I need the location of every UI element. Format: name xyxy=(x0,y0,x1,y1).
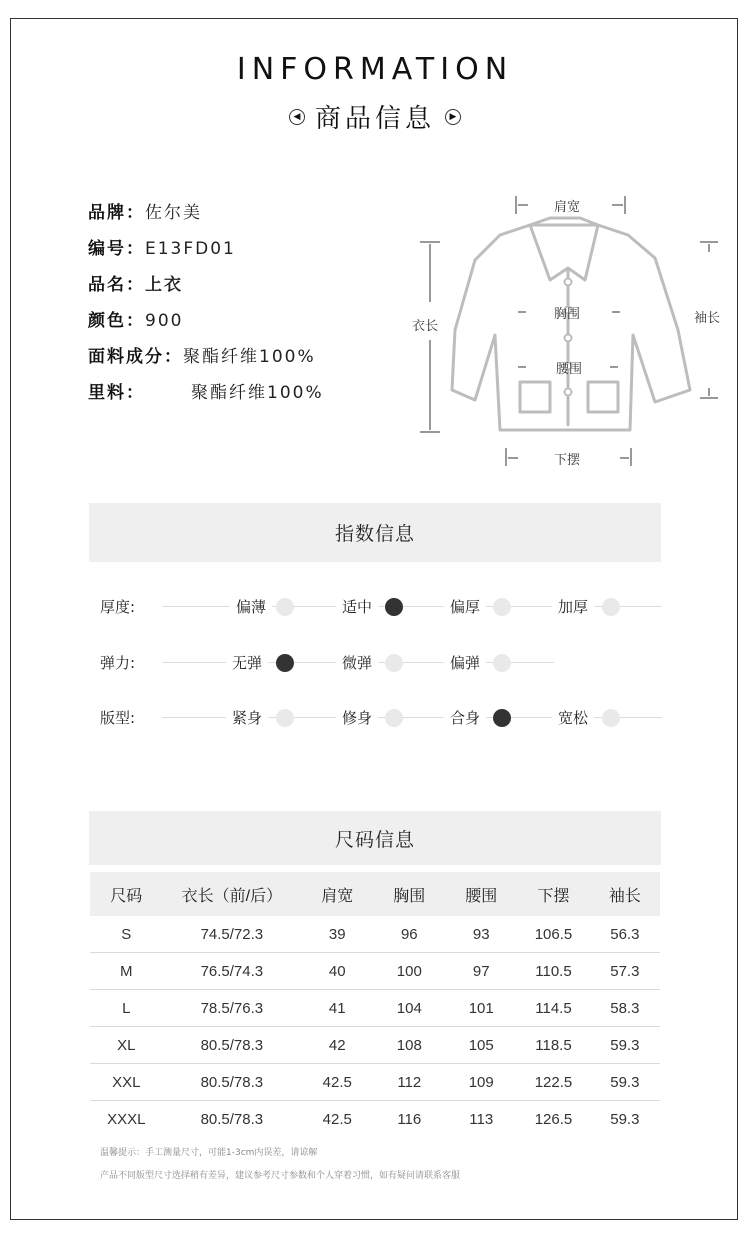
option-label: 偏薄 xyxy=(230,592,272,622)
info-name: 品名：上衣 xyxy=(88,275,183,295)
table-cell: 109 xyxy=(445,1064,517,1101)
option-label: 偏弹 xyxy=(444,648,486,678)
option-label: 微弹 xyxy=(336,648,378,678)
table-cell: 39 xyxy=(301,916,373,953)
table-cell: L xyxy=(90,990,163,1027)
option-dot xyxy=(276,709,294,727)
option-label: 修身 xyxy=(336,703,378,733)
title-cn xyxy=(0,98,750,135)
table-cell: 126.5 xyxy=(534,1110,573,1128)
table-cell: 80.5/78.3 xyxy=(200,1110,264,1128)
header-cell: 肩宽 xyxy=(301,872,373,916)
left-arrow-icon: ◀ xyxy=(289,109,305,125)
option-dot xyxy=(493,654,511,672)
index-label: 版型: xyxy=(100,709,136,727)
table-cell: 80.5/78.3 xyxy=(163,1064,302,1101)
option-dot xyxy=(602,598,620,616)
table-cell: 110.5 xyxy=(517,953,590,990)
option-dot xyxy=(493,598,511,616)
table-row xyxy=(90,990,660,1027)
label-sleeve: 袖长 xyxy=(694,311,721,326)
option-dot-selected xyxy=(276,654,294,672)
table-row xyxy=(90,1064,660,1101)
label-waist: 腰围 xyxy=(556,362,583,377)
size-diagram xyxy=(400,190,740,480)
table-cell: 93 xyxy=(445,916,517,953)
table-row xyxy=(90,916,660,953)
table-cell: 56.3 xyxy=(590,916,660,953)
table-cell: 58.3 xyxy=(590,990,660,1027)
index-row-thickness xyxy=(100,592,670,622)
note-advice: 产品不同版型尺寸选择稍有差异，建议参考尺寸参数和个人穿着习惯，如有疑问请联系客服 xyxy=(100,1171,461,1181)
label-hem: 下摆 xyxy=(554,453,581,468)
table-cell: 101 xyxy=(445,990,517,1027)
table-row xyxy=(90,1101,660,1138)
table-cell: 113 xyxy=(469,1110,494,1128)
header-cell: 下摆 xyxy=(517,872,590,916)
table-cell: 59.3 xyxy=(590,1027,660,1064)
size-table-header xyxy=(90,872,660,916)
option-label: 无弹 xyxy=(226,648,268,678)
table-cell: 57.3 xyxy=(590,953,660,990)
index-label: 厚度: xyxy=(100,598,136,616)
table-cell: XXXL xyxy=(107,1110,146,1128)
title-en: INFORMATION xyxy=(236,52,514,87)
info-brand: 品牌：佐尔美 xyxy=(88,203,202,223)
note-tip: 温馨提示：手工测量尺寸，可能1-3cm内误差，请谅解 xyxy=(100,1148,318,1158)
table-cell: 116 xyxy=(397,1110,422,1128)
index-row-elasticity xyxy=(100,648,670,678)
option-label: 偏厚 xyxy=(444,592,486,622)
table-cell: 78.5/76.3 xyxy=(163,990,302,1027)
table-cell: 114.5 xyxy=(517,990,590,1027)
option-dot-selected xyxy=(493,709,511,727)
option-label: 加厚 xyxy=(552,592,594,622)
table-cell: M xyxy=(90,953,163,990)
product-info xyxy=(88,198,324,414)
info-lining: 里料： 聚酯纤维100% xyxy=(88,383,324,403)
label-shoulder: 肩宽 xyxy=(554,200,581,215)
option-dot-selected xyxy=(385,598,403,616)
info-code: 编号：E13FD01 xyxy=(88,239,236,259)
table-cell: 100 xyxy=(373,953,445,990)
table-cell: 106.5 xyxy=(517,916,590,953)
index-row-fit xyxy=(100,703,670,733)
table-cell: 76.5/74.3 xyxy=(163,953,302,990)
info-color: 颜色：900 xyxy=(88,311,184,331)
option-label: 适中 xyxy=(336,592,378,622)
header-cell: 尺码 xyxy=(90,872,163,916)
option-label: 紧身 xyxy=(226,703,268,733)
table-cell: 59.3 xyxy=(610,1110,640,1128)
option-label: 宽松 xyxy=(552,703,594,733)
title-cn-text: 商品信息 xyxy=(314,104,435,134)
option-dot xyxy=(385,709,403,727)
option-dot xyxy=(385,654,403,672)
table-cell: 80.5/78.3 xyxy=(163,1027,302,1064)
table-cell: 74.5/72.3 xyxy=(163,916,302,953)
table-cell: 105 xyxy=(445,1027,517,1064)
table-cell: 42 xyxy=(301,1027,373,1064)
header-cell: 腰围 xyxy=(445,872,517,916)
table-cell: 41 xyxy=(301,990,373,1027)
option-label: 合身 xyxy=(444,703,486,733)
header-cell: 衣长（前/后） xyxy=(163,872,302,916)
table-cell: XL xyxy=(90,1027,163,1064)
index-label: 弹力: xyxy=(100,654,136,672)
header-cell: 袖长 xyxy=(590,872,660,916)
index-section-title: 指数信息 xyxy=(89,503,661,562)
label-length: 衣长 xyxy=(412,319,439,334)
table-cell: S xyxy=(90,916,163,953)
table-cell: 122.5 xyxy=(517,1064,590,1101)
table-cell: 42.5 xyxy=(322,1110,352,1128)
table-cell: 97 xyxy=(445,953,517,990)
option-dot xyxy=(602,709,620,727)
info-fabric: 面料成分：聚酯纤维100% xyxy=(88,347,316,367)
table-row xyxy=(90,953,660,990)
table-cell: 108 xyxy=(373,1027,445,1064)
header-cell: 胸围 xyxy=(373,872,445,916)
table-cell: 42.5 xyxy=(301,1064,373,1101)
size-table xyxy=(90,872,660,1137)
table-cell: 96 xyxy=(373,916,445,953)
option-dot xyxy=(276,598,294,616)
table-cell: 118.5 xyxy=(517,1027,590,1064)
table-row xyxy=(90,1027,660,1064)
label-chest: 胸围 xyxy=(554,307,581,322)
jacket-outline-icon xyxy=(400,190,740,480)
table-cell: 59.3 xyxy=(590,1064,660,1101)
table-cell: 112 xyxy=(373,1064,445,1101)
table-cell: 40 xyxy=(301,953,373,990)
table-cell: XXL xyxy=(90,1064,163,1101)
table-cell: 104 xyxy=(373,990,445,1027)
size-section-title: 尺码信息 xyxy=(89,811,661,865)
right-arrow-icon: ▶ xyxy=(445,109,461,125)
